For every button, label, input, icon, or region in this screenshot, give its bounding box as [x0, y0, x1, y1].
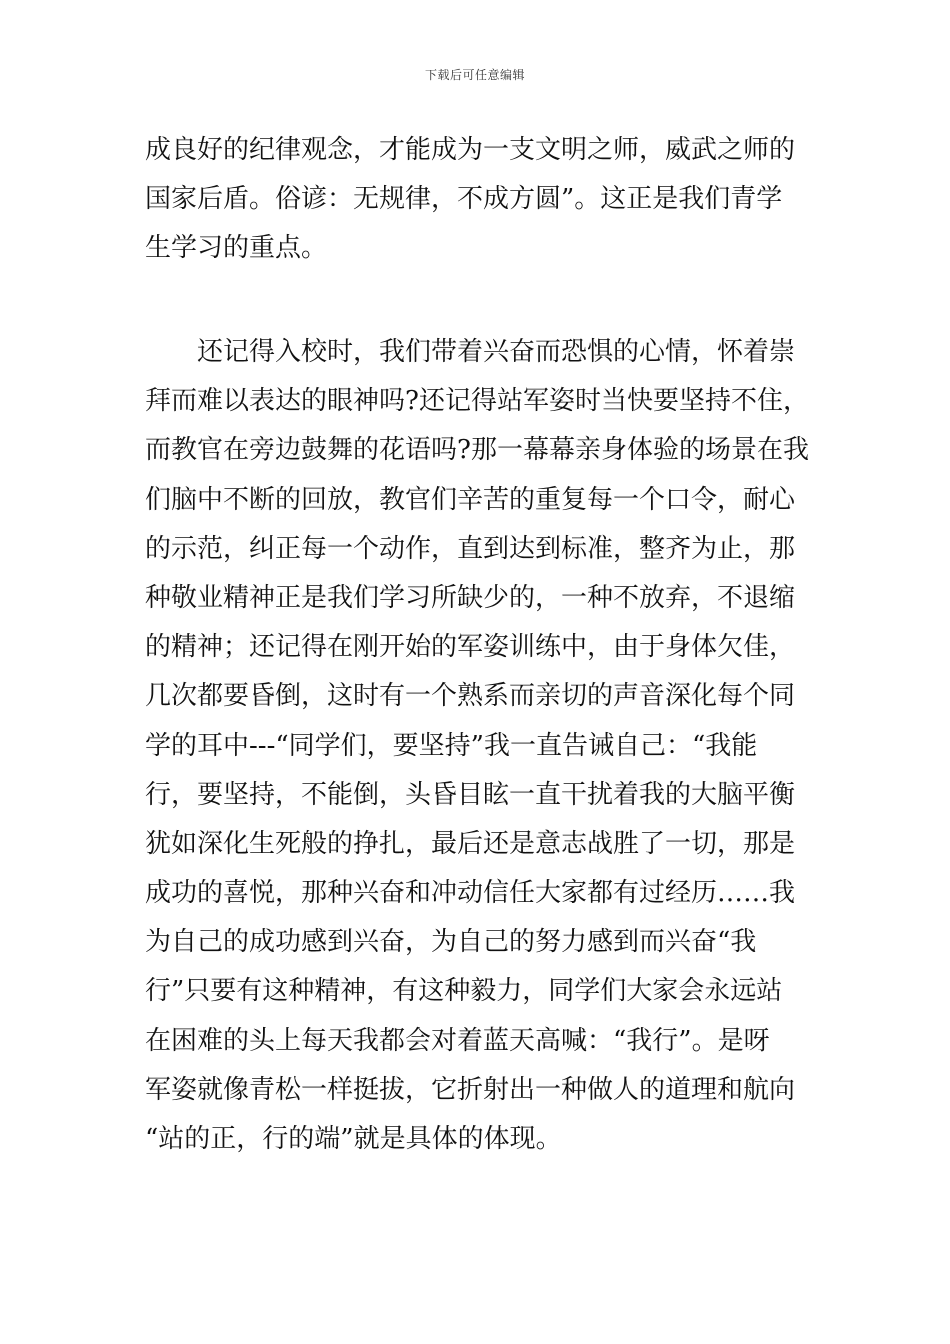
paragraph-line: 们脑中不断的回放，教官们辛苦的重复每一个口令，耐心: [145, 484, 796, 515]
paragraph-line: “站的正，行的端”就是具体的体现。: [145, 1124, 562, 1154]
paragraph-line: 生学习的重点。: [145, 233, 328, 264]
paragraph-line: 的示范，纠正每一个动作，直到达到标准，整齐为止，那: [145, 533, 796, 564]
paragraph-line: 拜而难以表达的眼神吗?还记得站军姿时当快要坚持不住，: [145, 386, 809, 417]
paragraph-line: 的精神；还记得在刚开始的军姿训练中，由于身体欠佳，: [145, 632, 796, 663]
paragraph-line: 几次都要昏倒，这时有一个熟系而亲切的声音深化每个同: [145, 681, 796, 712]
paragraph-line: 还记得入校时，我们带着兴奋而恐惧的心情，怀着崇: [197, 337, 796, 367]
header-note: 下载后可任意编辑: [424, 68, 525, 82]
paragraph-line: 学的耳中---“同学们，要坚持”我一直告诫自己：“我能: [145, 730, 758, 761]
paragraph-line: 而教官在旁边鼓舞的花语吗?那一幕幕亲身体验的场景在我: [145, 435, 809, 466]
paragraph-line: 行”只要有这种精神，有这种毅力，同学们大家会永远站: [145, 976, 783, 1007]
paragraph-line: 成良好的纪律观念，才能成为一支文明之师，威武之师的: [145, 135, 796, 165]
paragraph-line: 为自己的成功感到兴奋，为自己的努力感到而兴奋“我: [145, 927, 757, 958]
paragraph-line: 种敬业精神正是我们学习所缺少的，一种不放弃，不退缩: [145, 582, 796, 613]
paragraph-line: 犹如深化生死般的挣扎，最后还是意志战胜了一切，那是: [145, 828, 796, 859]
paragraph-line: 在困难的头上每天我都会对着蓝天高喊：“我行”。是呀: [145, 1025, 770, 1056]
paragraph-line: 军姿就像青松一样挺拔，它折射出一种做人的道理和航向: [145, 1074, 796, 1105]
paragraph-line: 成功的喜悦，那种兴奋和冲动信任大家都有过经历……我: [145, 878, 796, 909]
paragraph-line: 行，要坚持，不能倒，头昏目眩一直干扰着我的大脑平衡: [145, 779, 796, 810]
paragraph-2: [145, 328, 807, 1164]
paragraph-1: [145, 126, 807, 274]
paragraph-line: 国家后盾。俗谚：无规律，不成方圆”。这正是我们青学: [145, 184, 783, 215]
